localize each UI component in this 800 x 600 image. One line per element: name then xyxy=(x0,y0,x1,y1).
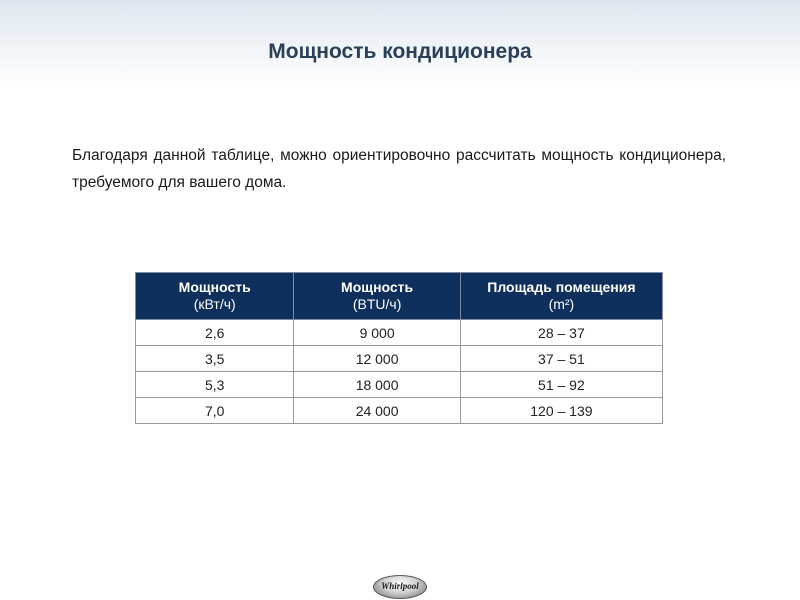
header-power-btu xyxy=(294,273,460,320)
logo-text: Whirlpool xyxy=(381,581,419,591)
header-unit: (m²) xyxy=(548,296,575,312)
cell-power-btu: 18 000 xyxy=(294,372,460,398)
cell-power-btu: 9 000 xyxy=(294,320,460,346)
header-room-area xyxy=(460,273,662,320)
table-row xyxy=(136,372,663,398)
cell-room-area: 28 – 37 xyxy=(460,320,662,346)
cell-room-area: 51 – 92 xyxy=(460,372,662,398)
cell-power-kw: 2,6 xyxy=(136,320,294,346)
header-power-kw xyxy=(136,273,294,320)
table-row xyxy=(136,320,663,346)
header-unit: (кВт/ч) xyxy=(193,296,236,312)
header-unit: (BTU/ч) xyxy=(352,296,402,312)
slide-title: Мощность кондиционера xyxy=(268,40,532,63)
table-row xyxy=(136,346,663,372)
cell-power-kw: 5,3 xyxy=(136,372,294,398)
power-table xyxy=(135,272,663,424)
cell-power-btu: 24 000 xyxy=(294,398,460,424)
cell-power-kw: 3,5 xyxy=(136,346,294,372)
header-label: Площадь помещения xyxy=(487,279,636,295)
whirlpool-logo-icon xyxy=(373,575,427,599)
cell-room-area: 37 – 51 xyxy=(460,346,662,372)
cell-power-kw: 7,0 xyxy=(136,398,294,424)
intro-paragraph: Благодаря данной таблице, можно ориентировочно рассчитать мощность кондиционера, требуемого для вашего дома. xyxy=(72,147,726,191)
cell-power-btu: 12 000 xyxy=(294,346,460,372)
table-row xyxy=(136,398,663,424)
cell-room-area: 120 – 139 xyxy=(460,398,662,424)
header-label: Мощность xyxy=(341,279,414,295)
table-header-row xyxy=(136,273,663,320)
header-label: Мощность xyxy=(178,279,251,295)
